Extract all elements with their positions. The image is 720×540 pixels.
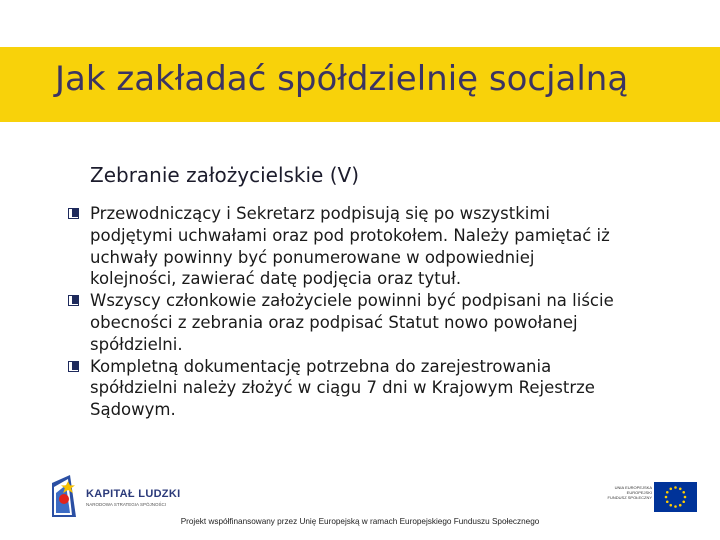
bullet-line: kolejności, zawierać datę podjęcia oraz tytuł. [90, 269, 462, 289]
eu-flag-icon [654, 482, 697, 512]
eu-star-icon [682, 491, 685, 494]
eu-star-icon [665, 496, 668, 499]
eu-logo-line: UNIA EUROPEJSKA [614, 485, 652, 490]
bullet-line: spółdzielni należy złożyć w ciągu 7 dni w Krajowym Rejestrze [90, 378, 595, 398]
bullet-list [68, 203, 668, 421]
logo-subtitle: NARODOWA STRATEGIA SPÓJNOŚCI [86, 502, 167, 507]
slide-title: Jak zakładać spółdzielnię socjalną [55, 59, 629, 99]
eu-star-icon [674, 505, 677, 508]
eu-star-icon [666, 500, 669, 503]
eu-star-icon [684, 496, 687, 499]
bullet-item [68, 356, 668, 421]
bullet-item [68, 290, 668, 355]
eu-star-icon [669, 504, 672, 507]
slide-subtitle: Zebranie założycielskie (V) [90, 163, 360, 187]
eu-star-icon [679, 504, 682, 507]
eu-star-icon [679, 487, 682, 490]
bullet-line: Wszyscy członkowie założyciele powinni być podpisani na liście [90, 291, 614, 311]
bullet-line: podjętymi uchwałami oraz pod protokołem. Należy pamiętać iż [90, 225, 610, 245]
kapital-ludzki-logo [50, 473, 180, 519]
eu-star-icon [674, 486, 677, 489]
bullet-line: obecności z zebrania oraz podpisać Statut nowo powołanej [90, 312, 578, 332]
bullet-line: Sądowym. [90, 400, 176, 420]
kapital-ludzki-emblem-icon [50, 473, 84, 519]
eu-logo [600, 482, 697, 514]
eu-star-icon [682, 500, 685, 503]
bullet-line: Kompletną dokumentację potrzebna do zarejestrowania [90, 356, 552, 376]
bullet-line: uchwały powinny być ponumerowane w odpowiedniej [90, 247, 535, 267]
eu-logo-line: FUNDUSZ SPOŁECZNY [607, 495, 652, 500]
title-bar [0, 47, 720, 122]
logo-name: KAPITAŁ LUDZKI [86, 488, 181, 500]
checkbox-bullet-icon [68, 361, 79, 372]
eu-logo-text [600, 485, 652, 500]
bullet-line: spółdzielni. [90, 334, 183, 354]
checkbox-bullet-icon [68, 208, 79, 219]
eu-logo-line: EUROPEJSKI [626, 490, 652, 495]
checkbox-bullet-icon [68, 295, 79, 306]
eu-star-icon [666, 491, 669, 494]
cofinancing-note: Projekt współfinansowany przez Unię Europejską w ramach Europejskiego Funduszu Społecznego [180, 517, 540, 526]
eu-star-icon [669, 487, 672, 490]
bullet-line: Przewodniczący i Sekretarz podpisują się po wszystkimi [90, 204, 551, 223]
bullet-item [68, 203, 668, 290]
